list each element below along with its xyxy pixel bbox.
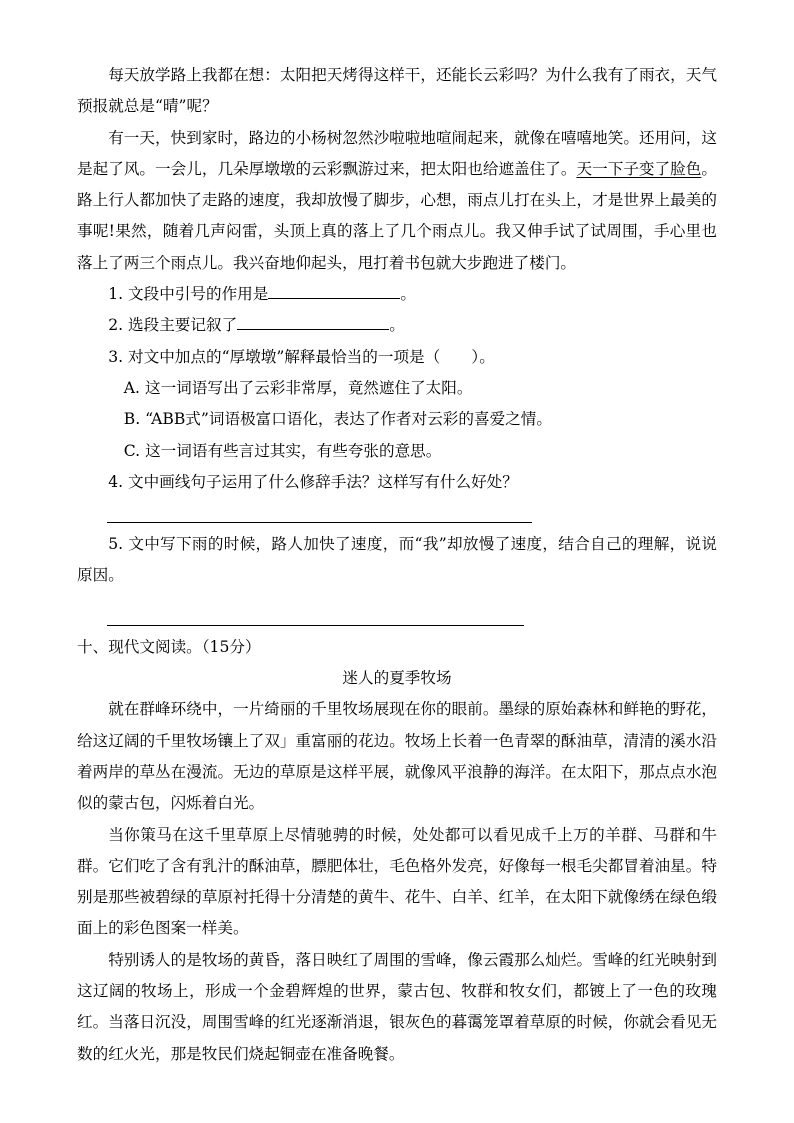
question-3-option-c: C. 这一词语有些言过其实，有些夸张的意思。	[123, 441, 442, 460]
passage1-paragraph-1: 每天放学路上我都在想：太阳把天烤得这样干，还能长云彩吗？为什么我有了雨衣，天气预报就总是“晴”呢？	[77, 66, 717, 116]
question-4: 4. 文中画线句子运用了什么修辞手法？这样写有什么好处？	[108, 472, 518, 491]
article-title: 迷人的夏季牧场	[342, 669, 452, 688]
passage1-p2-start: 有一天，快到家时，路边的小杨树忽然沙啦啦地喧闹起来，就像在嘻嘻地笑。还用问，这是起了风。一会儿，几朵厚墩墩的云彩飘游过来，把太阳也给遮盖住了。	[77, 128, 717, 178]
question-3-option-a: A. 这一词语写出了云彩非常厚，竟然遮住了太阳。	[123, 378, 473, 397]
question-1-end: 。	[400, 285, 416, 304]
question-3-option-b: B. “ABB式”词语极富口语化，表达了作者对云彩的喜爱之情。	[123, 410, 552, 429]
question-2-end: 。	[389, 316, 405, 335]
passage1-p2-end: 。路上行人都加快了走路的速度，我却放慢了脚步，心想，雨点儿打在头上，才是世界上最美的事呢!果然，随着几声闷雷，头顶上真的落上了几个雨点儿。我又伸手试了试周围，手心里也落上了两三个雨点儿。我兴奋地仰起头，甩打着书包就大步跑进了楼门。	[77, 159, 717, 272]
question-1	[77, 279, 717, 310]
article-paragraph-2: 当你策马在这千里草原上尽情驰骋的时候，处处都可以看见成千上万的羊群、马群和牛群。它们吃了含有乳汁的酥油草，膘肥体壮，毛色格外发亮，好像每一根毛尖都冒着油星。特别是那些被碧绿的草原衬托得十分清楚的黄牛、花牛、白羊、红羊，在太阳下就像绣在绿色缎面上的彩色图案一样美。	[77, 825, 717, 938]
question-2	[77, 310, 717, 341]
section-heading: 十、现代文阅读。（15分）	[77, 637, 261, 656]
question-5: 5. 文中写下雨的时候，路人加快了速度，而“我”却放慢了速度，结合自己的理解，说说原因。	[77, 535, 717, 585]
article-paragraph-3: 特别诱人的是牧场的黄昏，落日映红了周围的雪峰，像云霞那么灿烂。雪峰的红光映射到这辽阔的牧场上，形成一个金碧辉煌的世界，蒙古包、牧群和牧女们，都镀上了一色的玫瑰红。当落日沉没，周围雪峰的红光逐渐消退，银灰色的暮霭笼罩着草原的时候，你就会看见无数的红火光，那是牧民们烧起铜壶在准备晚餐。	[77, 950, 717, 1063]
question-2-text: 2. 选段主要记叙了	[108, 316, 238, 335]
question-3: 3. 对文中加点的“厚墩墩”解释最恰当的一项是（ ）。	[108, 347, 495, 366]
underlined-sentence: 天一下子变了脸色	[576, 159, 702, 178]
question-4-answer-line[interactable]	[77, 498, 717, 529]
question-5-answer-line[interactable]	[77, 592, 717, 632]
document-page	[77, 60, 717, 1070]
question-2-answer-blank[interactable]	[237, 313, 389, 330]
question-1-answer-blank[interactable]	[268, 282, 400, 299]
article-paragraph-1: 就在群峰环绕中，一片绮丽的千里牧场展现在你的眼前。墨绿的原始森林和鲜艳的野花，给这辽阔的千里牧场镶上了双」重富丽的花边。牧场上长着一色青翠的酥油草，清清的溪水沿着两岸的草丛在漫流。无边的草原是这样平展，就像风平浪静的海洋。在太阳下，那点点水泡似的蒙古包，闪烁着白光。	[77, 700, 717, 813]
passage1-paragraph-2	[77, 123, 717, 279]
question-1-text: 1. 文段中引号的作用是	[108, 285, 269, 304]
